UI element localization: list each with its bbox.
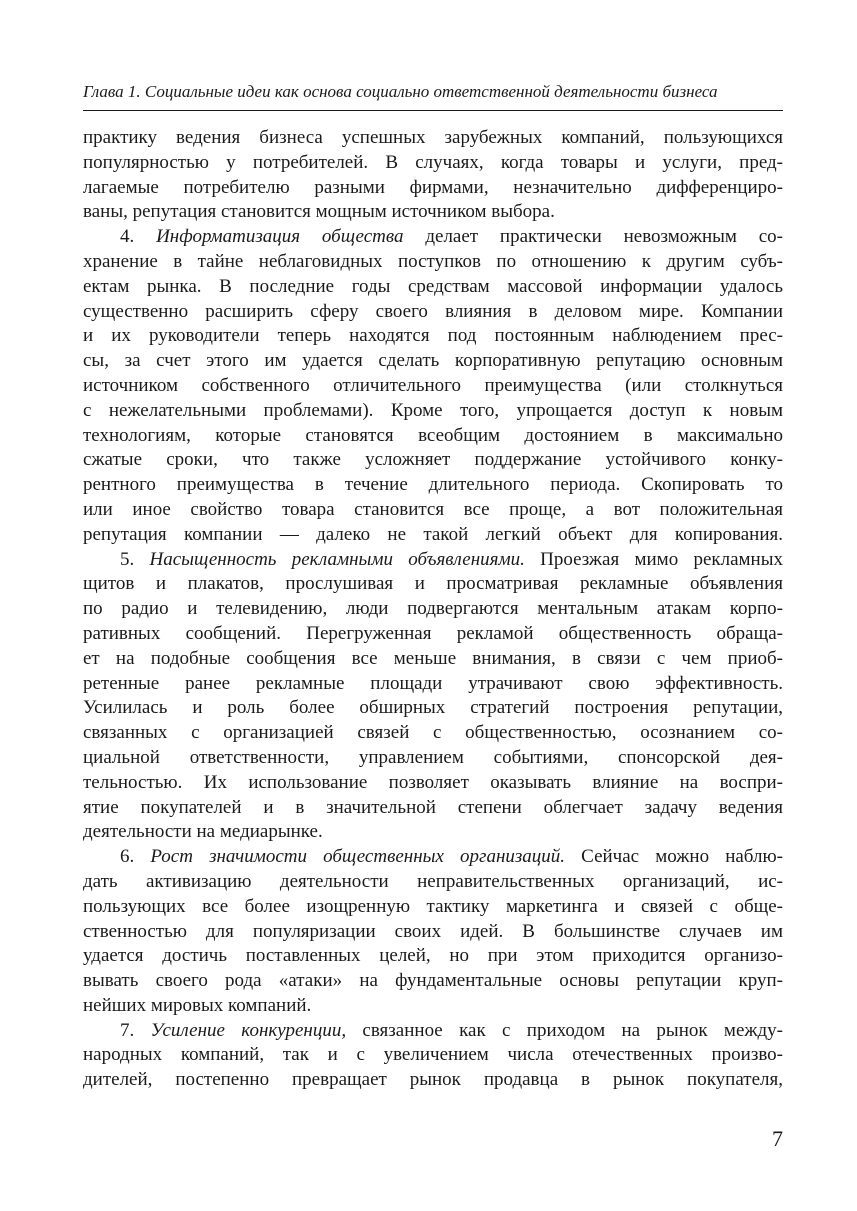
text-line: народных компаний, так и с увеличением числа отечественных произво- [83, 1044, 783, 1066]
text-line: рентного преимущества в течение длительного периода. Скопировать то [83, 474, 783, 496]
text-line: щитов и плакатов, прослушивая и просматривая рекламные объявления [83, 573, 783, 595]
text-line: тельностью. Их использование позволяет оказывать влияние на воспри- [83, 771, 783, 793]
text-line: Усилилась и роль более обширных стратегий построения репутации, [83, 697, 783, 719]
text-line: репутация компании — далеко не такой легкий объект для копирования. [83, 523, 783, 545]
body-text [83, 126, 783, 1093]
text-line: удается достичь поставленных целей, но при этом приходится организо- [83, 945, 783, 967]
item-number: 4. [120, 226, 157, 248]
text-line [83, 548, 783, 573]
item-heading: Насыщенность рекламными объявлениями. [149, 548, 525, 570]
text-line-rest: связанное как с приходом на рынок между- [346, 1019, 783, 1041]
header-rule [83, 110, 783, 111]
text-line-rest: делает практически невозможным со- [403, 226, 783, 248]
item-number: 5. [120, 548, 150, 570]
text-line: по радио и телевидению, люди подвергаются ментальным атакам корпо- [83, 598, 783, 620]
text-line: нейших мировых компаний. [83, 994, 312, 1016]
text-line [83, 225, 783, 250]
text-line: ретенные ранее рекламные площади утрачивают свою эффективность. [83, 672, 783, 694]
text-line: лагаемые потребителю разными фирмами, незначительно дифференциро- [83, 176, 783, 198]
text-line: и их руководители теперь находятся под постоянным наблюдением прес- [83, 325, 783, 347]
item-number: 6. [120, 846, 151, 868]
item-heading: Усиление конкуренции, [150, 1019, 347, 1041]
text-line: сы, за счет этого им удается сделать корпоративную репутацию основным [83, 350, 783, 372]
text-line: ектам рынка. В последние годы средствам массовой информации удалось [83, 275, 783, 297]
text-line: с нежелательными проблемами). Кроме того, упрощается доступ к новым [83, 399, 783, 421]
text-line: хранение в тайне неблаговидных поступков по отношению к другим субъ- [83, 250, 783, 272]
text-line: существенно расширить сферу своего влияния в деловом мире. Компании [83, 300, 783, 322]
text-line: ративных сообщений. Перегруженная рекламой общественность обраща- [83, 622, 783, 644]
text-line: ятие покупателей и в значительной степени облегчает задачу ведения [83, 796, 783, 818]
text-line: связанных с организацией связей с общественностью, осознанием со- [83, 722, 783, 744]
text-line: технологиям, которые становятся всеобщим достоянием в максимально [83, 424, 783, 446]
text-line: дителей, постепенно превращает рынок продавца в рынок покупателя, [83, 1069, 783, 1091]
running-head: Глава 1. Социальные идеи как основа социально ответственной деятельности бизнеса [83, 82, 718, 101]
text-line: популярностью у потребителей. В случаях, когда товары и услуги, пред- [83, 151, 783, 173]
text-line: циальной ответственности, управлением событиями, спонсорской дея- [83, 746, 783, 768]
text-line [83, 845, 783, 870]
text-line: ственностью для популяризации своих идей. В большинстве случаев им [83, 920, 783, 942]
text-line: практику ведения бизнеса успешных зарубежных компаний, пользующихся [83, 127, 783, 148]
item-number: 7. [120, 1019, 151, 1041]
item-heading: Информатизация общества [156, 226, 404, 248]
text-line-rest: Сейчас можно наблю- [565, 846, 783, 868]
text-line: источником собственного отличительного преимущества (или столкнуться [83, 374, 783, 396]
text-line: вывать своего рода «атаки» на фундаментальные основы репутации круп- [83, 970, 783, 992]
item-heading: Рост значимости общественных организаций. [150, 846, 566, 868]
text-line: ваны, репутация становится мощным источником выбора. [83, 201, 555, 223]
text-line: сжатые сроки, что также усложняет поддержание устойчивого конку- [83, 449, 783, 471]
text-line: дать активизацию деятельности неправительственных организаций, ис- [83, 870, 783, 892]
text-line: пользующих все более изощренную тактику маркетинга и связей с обще- [83, 895, 783, 917]
text-line: или иное свойство товара становится все проще, а вот положительная [83, 498, 783, 520]
text-line-rest: Проезжая мимо рекламных [524, 548, 783, 570]
page-number: 7 [772, 1126, 783, 1151]
text-line: ет на подобные сообщения все меньше внимания, в связи с чем приоб- [83, 647, 783, 669]
text-line [83, 1019, 783, 1044]
text-line: деятельности на медиарынке. [83, 821, 323, 843]
